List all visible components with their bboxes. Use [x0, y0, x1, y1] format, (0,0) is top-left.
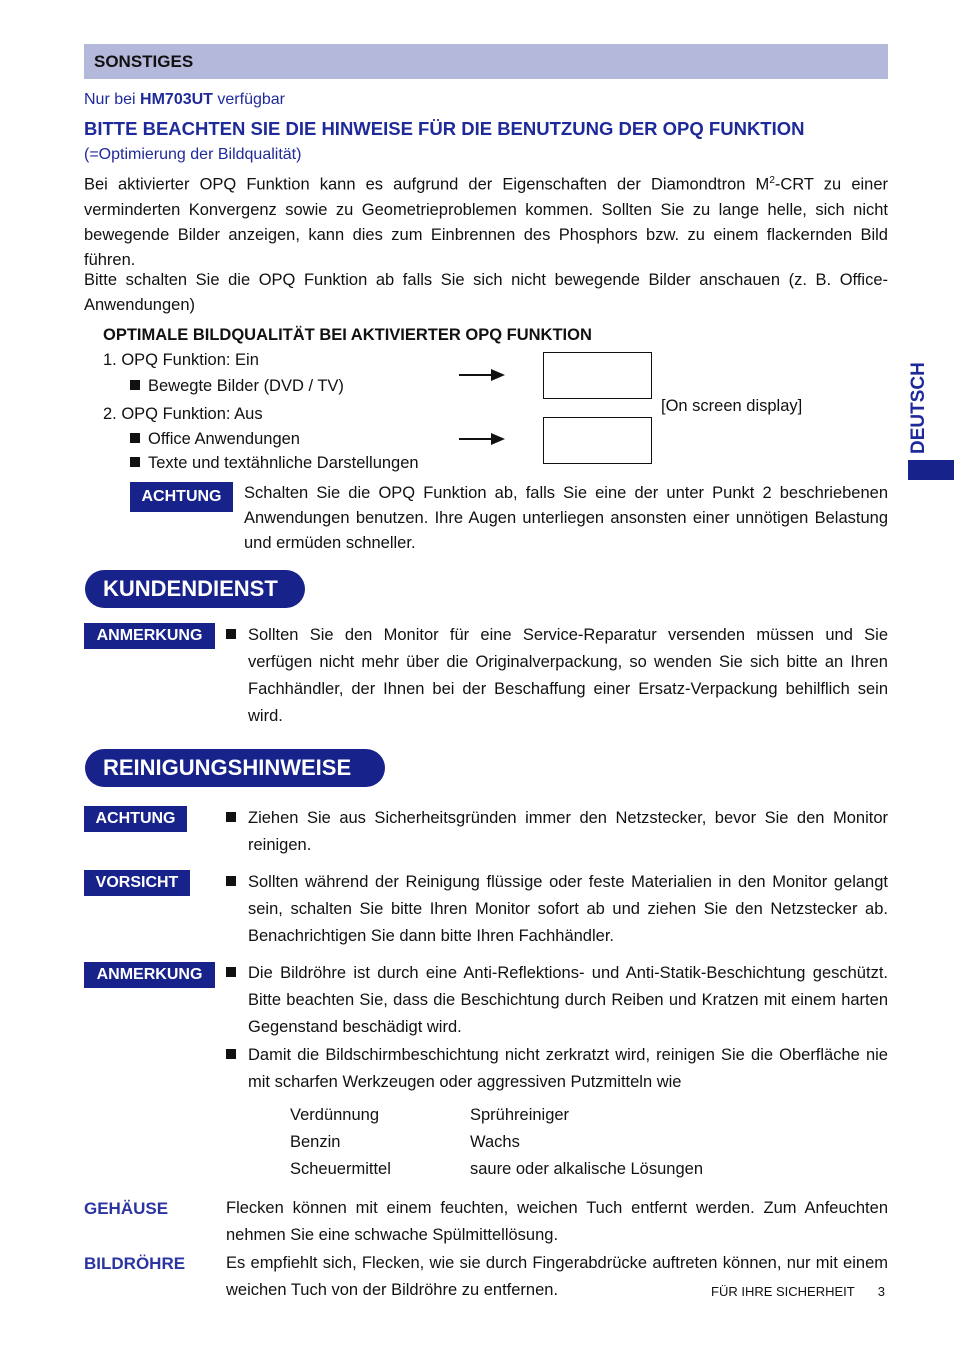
- agent-cell: Verdünnung: [290, 1106, 380, 1124]
- availability-suffix: verfügbar: [217, 91, 285, 108]
- bullet-square-icon: [130, 457, 140, 467]
- agent-cell: Sprühreiniger: [470, 1106, 570, 1124]
- bullet-square-icon: [226, 1046, 244, 1065]
- footer-section-label: FÜR IHRE SICHERHEIT: [711, 1284, 855, 1299]
- opq-paragraph-1: [84, 168, 888, 273]
- opq-item-2-sub-2-text: Texte und textähnliche Darstellungen: [148, 454, 419, 472]
- opq-item-2-sub-1: [130, 430, 300, 449]
- bildroehre-label: BILDRÖHRE: [84, 1254, 186, 1273]
- opq-paragraph-1-a: Bei aktivierter OPQ Funktion kann es aufgrund der Eigenschaften der Diamondtron M: [84, 175, 770, 194]
- achtung-tag: ACHTUNG: [130, 482, 233, 512]
- osd-label: [On screen display]: [661, 397, 803, 415]
- anmerkung-tag: ANMERKUNG: [84, 962, 215, 988]
- language-label: DEUTSCH: [908, 362, 929, 454]
- opq-subheading: (=Optimierung der Bildqualität): [84, 146, 302, 163]
- optimal-quality-heading: OPTIMALE BILDQUALITÄT BEI AKTIVIERTER OPQ FUNKTION: [103, 326, 592, 344]
- agent-cell: Benzin: [290, 1133, 341, 1151]
- opq-item-2-sub-2: [130, 454, 419, 473]
- opq-item-1-sub: [130, 377, 344, 396]
- opq-heading: BITTE BEACHTEN SIE DIE HINWEISE FÜR DIE BENUTZUNG DER OPQ FUNKTION: [84, 118, 805, 139]
- reinigung-vorsicht-text: Sollten während der Reinigung flüssige oder feste Materialien in den Monitor gelangt sein, schalten Sie bitte Ihren Monitor sofort ab und ziehen Sie den Netzstecker ab. Benachrichtigen Sie dann bitte Ihren Fachhändler.: [248, 873, 888, 945]
- superscript-2: 2: [769, 175, 775, 186]
- arrow-right-icon: [459, 368, 505, 382]
- agent-cell: saure oder alkalische Lösungen: [470, 1160, 703, 1178]
- vorsicht-tag: VORSICHT: [84, 870, 190, 896]
- reinigung-achtung-text: Ziehen Sie aus Sicherheitsgründen immer den Netzstecker, bevor Sie den Monitor reinigen.: [248, 809, 888, 854]
- kundendienst-text: Sollten Sie den Monitor für eine Service-Reparatur versenden müssen und Sie verfügen nicht mehr über die Originalverpackung, so wenden Sie sich bitte an Ihren Fachhändler, der Ihnen bei der Beschaffung einer Ersatz-Verpackung behilflich sein wird.: [248, 626, 888, 725]
- achtung-tag: ACHTUNG: [84, 806, 187, 832]
- opq-paragraph-2: Bitte schalten Sie die OPQ Funktion ab falls Sie sich nicht bewegende Bilder anschauen (z. B. Office-Anwendungen): [84, 271, 888, 314]
- arrow-right-icon: [459, 432, 505, 446]
- language-side-tab: [908, 356, 954, 480]
- opq-item-2: 2. OPQ Funktion: Aus: [103, 405, 263, 423]
- bullet-square-icon: [226, 626, 244, 645]
- kundendienst-heading: KUNDENDIENST: [85, 570, 305, 608]
- bullet-square-icon: [226, 809, 244, 828]
- footer-section: [711, 1284, 885, 1299]
- availability-prefix: Nur bei: [84, 91, 136, 108]
- section-header-bar: [84, 44, 888, 79]
- bullet-square-icon: [226, 873, 244, 892]
- gehaeuse-text: Flecken können mit einem feuchten, weichen Tuch entfernt werden. Zum Anfeuchten nehmen Sie eine schwache Spülmittellösung.: [226, 1199, 888, 1244]
- opq-paragraph-1-b: -CRT zu einer verminderten Konvergenz sowie zu Geometrieproblemen kommen. Sollten Sie zu lange helle, sich nicht bewegende Bilder anzeigen, kann dies zum Einbrennen des Phosphors bzw. zu einem flackernden Bild führen.: [84, 175, 889, 269]
- page-number: 3: [877, 1284, 885, 1299]
- bullet-square-icon: [226, 964, 244, 983]
- opq-item-2-sub-1-text: Office Anwendungen: [148, 430, 300, 448]
- gehaeuse-label: GEHÄUSE: [84, 1199, 169, 1218]
- agent-cell: Wachs: [470, 1133, 520, 1151]
- anmerkung-tag: ANMERKUNG: [84, 623, 215, 649]
- reinigung-anmerkung-text-1: Die Bildröhre ist durch eine Anti-Reflektions- und Anti-Statik-Beschichtung geschützt. Bitte beachten Sie, dass die Beschichtung durch Reiben und Kratzen mit einem harten Gegenstand beschädigt wird.: [248, 964, 888, 1036]
- reinigung-heading: REINIGUNGSHINWEISE: [85, 749, 385, 787]
- opq-item-1: 1. OPQ Funktion: Ein: [103, 351, 259, 369]
- language-tab-bar: [908, 460, 954, 480]
- achtung-text: Schalten Sie die OPQ Funktion ab, falls Sie eine der unter Punkt 2 beschriebenen Anwendungen benutzen. Ihre Augen unterliegen ansonsten einer unnötigen Belastung und ermüden schneller.: [244, 484, 888, 552]
- bullet-square-icon: [130, 380, 140, 390]
- opq-item-1-sub-text: Bewegte Bilder (DVD / TV): [148, 377, 344, 395]
- section-title: SONSTIGES: [94, 52, 194, 71]
- bildroehre-text: Es empfiehlt sich, Flecken, wie sie durch Fingerabdrücke auftreten können, nur mit einem weichen Tuch von der Bildröhre zu entfernen.: [226, 1254, 888, 1299]
- osd-preview-box-off: [543, 417, 652, 464]
- agent-cell: Scheuermittel: [290, 1160, 391, 1178]
- bullet-square-icon: [130, 433, 140, 443]
- model-name: HM703UT: [140, 91, 213, 108]
- osd-preview-box-on: [543, 352, 652, 399]
- availability-note: [84, 91, 285, 109]
- reinigung-anmerkung-text-2: Damit die Bildschirmbeschichtung nicht zerkratzt wird, reinigen Sie die Oberfläche nie mit scharfen Werkzeugen oder aggressiven Putzmitteln wie: [248, 1046, 888, 1091]
